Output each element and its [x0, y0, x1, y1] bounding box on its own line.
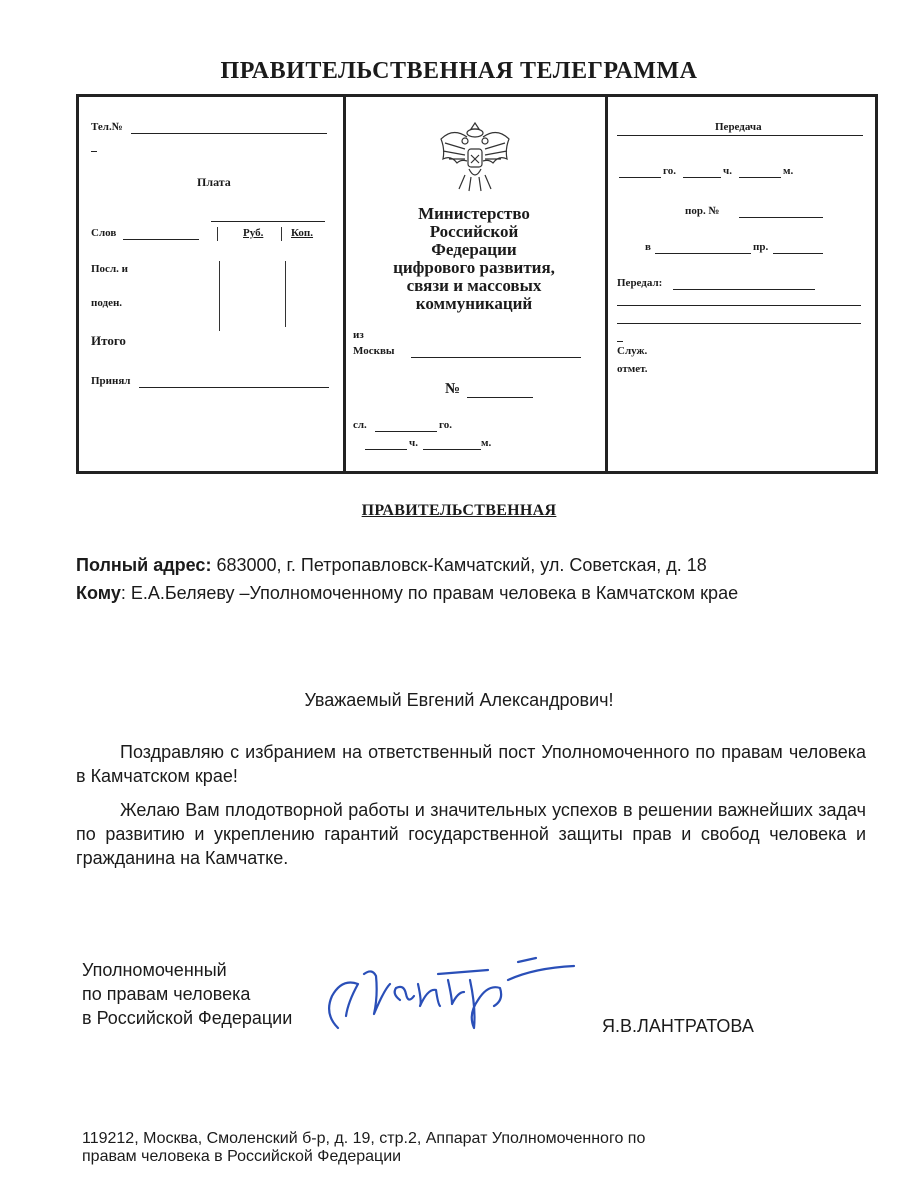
kop-label: Коп. [291, 227, 314, 239]
sl-label: сл. [353, 419, 367, 431]
posl-label: Посл. и [91, 263, 128, 275]
peredal-line-2 [617, 305, 861, 306]
ministry-line-1: Министерство [418, 204, 530, 223]
por-line [739, 217, 823, 218]
prinyal-label: Принял [91, 375, 131, 387]
poden-label: поден. [91, 297, 123, 309]
number-label: № [445, 381, 461, 397]
recipient-line [76, 581, 876, 605]
plata-label: Плата [197, 175, 231, 189]
letter-paragraph-1: Поздравляю с избранием на ответственный пост Уполномоченного по правам человека в Камчатском крае! [76, 742, 866, 786]
right-ch-label: ч. [723, 165, 732, 177]
peredal-line-3 [617, 323, 861, 324]
peredacha-line [617, 135, 863, 136]
right-m-label: м. [783, 165, 794, 177]
address-label: Полный адрес: [76, 555, 212, 575]
right-go-line [619, 177, 661, 178]
por-label: пор. № [685, 205, 720, 217]
middle-go-label: го. [439, 419, 452, 431]
moskvy-line [411, 357, 581, 358]
footer-line-1: 119212, Москва, Смоленский б-р, д. 19, стр.2, Аппарат Уполномоченного по [82, 1130, 646, 1147]
footer-address [82, 1130, 645, 1166]
v-label: в [645, 241, 651, 253]
signatory-position [82, 958, 292, 1030]
middle-m-line [423, 449, 481, 450]
tel-dash [91, 151, 97, 152]
recipient-label: Кому [76, 583, 121, 603]
ministry-line-3: Федерации [431, 240, 517, 259]
slov-label: Слов [91, 227, 117, 239]
middle-ch-line [365, 449, 407, 450]
middle-m-label: м. [481, 437, 492, 449]
slov-line [123, 239, 199, 240]
right-ch-line [683, 177, 721, 178]
sluzh-dash [617, 341, 623, 342]
letter-greeting: Уважаемый Евгений Александрович! [304, 690, 614, 710]
tel-line [131, 133, 327, 134]
plata-top-line [211, 221, 325, 222]
v-line [655, 253, 751, 254]
rub-bar-left [217, 227, 218, 241]
iz-label: из [353, 329, 364, 341]
posl-bar-right [285, 261, 286, 327]
ministry-name [343, 205, 605, 313]
handwritten-signature [318, 944, 588, 1036]
right-go-label: го. [663, 165, 676, 177]
number-line [467, 397, 533, 398]
rub-bar-right [281, 227, 282, 241]
position-line-1: Уполномоченный [82, 960, 227, 980]
ministry-line-6: коммуникаций [415, 294, 533, 313]
otmet-label: отмет. [617, 363, 648, 375]
ministry-line-4: цифрового развития, [393, 258, 555, 277]
pr-line [773, 253, 823, 254]
rub-label: Руб. [243, 227, 264, 239]
footer-line-2: правам человека в Российской Федерации [82, 1148, 402, 1165]
right-m-line [739, 177, 781, 178]
form-divider-right [605, 97, 608, 471]
peredal-label: Передал: [617, 277, 663, 289]
sl-line [375, 431, 437, 432]
posl-bar-left [219, 261, 220, 331]
tel-label: Тел.№ [91, 121, 123, 133]
middle-ch-label: ч. [409, 437, 418, 449]
recipient-value: : Е.А.Беляеву –Уполномоченному по правам человека в Камчатском крае [120, 583, 739, 603]
pr-label: пр. [753, 241, 769, 253]
signatory-name: Я.В.ЛАНТРАТОВА [602, 1016, 754, 1036]
document-title: ПРАВИТЕЛЬСТВЕННАЯ ТЕЛЕГРАММА [220, 58, 698, 84]
coat-of-arms-emblem [435, 119, 515, 195]
position-line-3: в Российской Федерации [82, 1008, 293, 1028]
letter-paragraph-2: Желаю Вам плодотворной работы и значительных успехов в решении важнейших задач по развитию и укреплению гарантий государственной защиты прав и свобод человека и гражданина на Камчатке. [76, 800, 866, 868]
itogo-label: Итого [91, 333, 126, 348]
position-line-2: по правам человека [82, 984, 251, 1004]
address-value: 683000, г. Петропавловск-Камчатский, ул. Советская, д. 18 [211, 555, 707, 575]
peredacha-label: Передача [715, 121, 762, 133]
address-line [76, 553, 876, 577]
prinyal-line [139, 387, 329, 388]
moskvy-label: Москвы [353, 345, 395, 357]
telegram-form [76, 94, 878, 474]
ministry-line-5: связи и массовых [406, 276, 542, 295]
sluzh-label: Служ. [617, 345, 648, 357]
peredal-line [673, 289, 815, 290]
telegram-type-heading: ПРАВИТЕЛЬСТВЕННАЯ [361, 502, 557, 519]
ministry-line-2: Российской [429, 222, 519, 241]
